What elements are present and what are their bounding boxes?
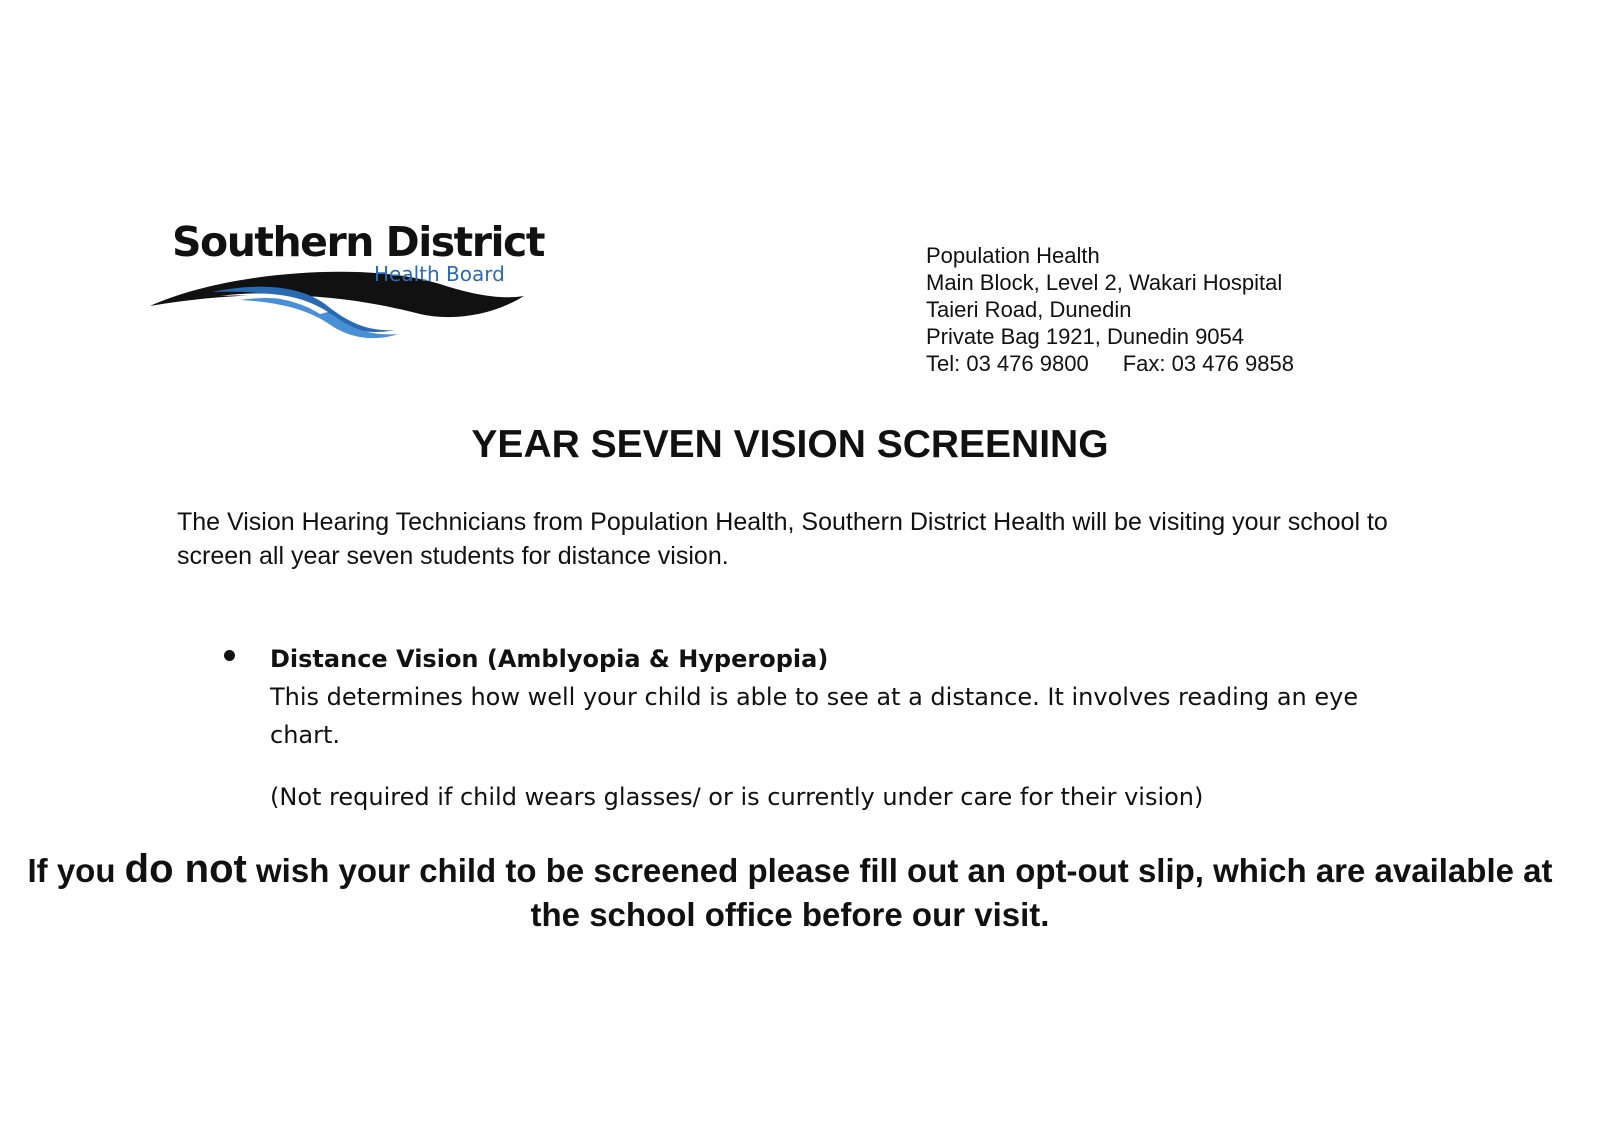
notice-prefix: If you	[27, 852, 125, 889]
bullet-heading: Distance Vision (Amblyopia & Hyperopia)	[270, 645, 829, 673]
address-street: Taieri Road, Dunedin	[926, 297, 1132, 322]
sdhb-logo	[150, 218, 544, 347]
logo-main-text: Southern District	[172, 218, 544, 266]
address-phone-line	[926, 350, 1294, 377]
bullet-icon	[224, 650, 235, 661]
address-department: Population Health	[926, 243, 1100, 268]
address-postal: Private Bag 1921, Dunedin 9054	[926, 324, 1245, 349]
address-fax: Fax: 03 476 9858	[1122, 351, 1294, 376]
logo-sub-text: Health Board	[374, 262, 505, 286]
notice-suffix: wish your child to be screened please fill out an opt-out slip, which are available at the school office before our visit.	[246, 852, 1553, 933]
bullet-item-distance-vision	[270, 640, 1380, 816]
address-block	[926, 242, 1294, 377]
address-building: Main Block, Level 2, Wakari Hospital	[926, 270, 1283, 295]
notice-emphasis: do not	[124, 847, 247, 891]
bullet-note: (Not required if child wears glasses/ or is currently under care for their vision)	[270, 783, 1204, 811]
intro-paragraph: The Vision Hearing Technicians from Population Health, Southern District Health will be visiting your school to screen all year seven students for distance vision.	[177, 508, 1388, 570]
page-title: YEAR SEVEN VISION SCREENING	[471, 423, 1109, 466]
address-tel: Tel: 03 476 9800	[926, 351, 1089, 376]
opt-out-notice	[0, 847, 1580, 937]
bullet-body: This determines how well your child is able to see at a distance. It involves reading an eye chart.	[270, 683, 1359, 749]
